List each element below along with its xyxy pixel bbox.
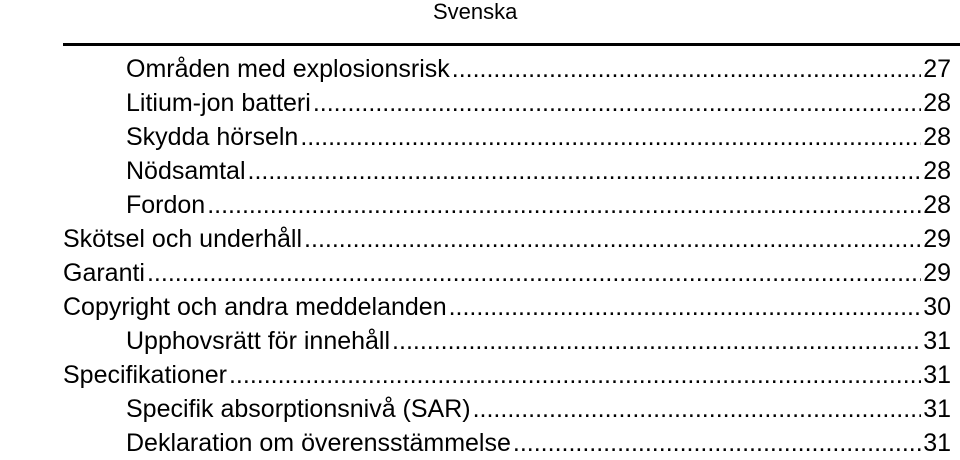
toc-dot-leader <box>313 86 921 120</box>
toc-entry[interactable] <box>0 392 960 426</box>
toc-page-number: 27 <box>923 55 951 83</box>
toc-page-number: 30 <box>923 293 951 321</box>
toc-dot-leader <box>513 426 921 460</box>
toc-dot-leader <box>300 120 921 154</box>
toc-dot-leader <box>473 392 922 426</box>
toc-entry-title: Fordon <box>126 191 206 219</box>
section-language-header: Svenska <box>433 0 518 24</box>
toc-page-number: 28 <box>923 191 951 219</box>
toc-entry-title: Upphovsrätt för innehåll <box>126 327 391 355</box>
toc-entry-title: Områden med explosionsrisk <box>126 55 450 83</box>
toc-entry-title: Garanti <box>63 259 145 287</box>
toc-entry[interactable] <box>0 154 960 188</box>
toc-page-number: 28 <box>923 157 951 185</box>
toc-entry[interactable] <box>0 324 960 358</box>
toc-entry-title: Skydda hörseln <box>126 123 299 151</box>
toc-entry[interactable] <box>0 52 960 86</box>
toc-page-number: 31 <box>923 327 951 355</box>
toc-entry-title: Specifikationer <box>63 361 227 389</box>
toc-dot-leader <box>452 52 921 86</box>
toc-entry-title: Litium-jon batteri <box>126 89 311 117</box>
toc-dot-leader <box>207 188 921 222</box>
toc-dot-leader <box>147 256 921 290</box>
toc-page-number: 29 <box>923 225 951 253</box>
toc-page-number: 31 <box>923 429 951 457</box>
toc-entry[interactable] <box>0 86 960 120</box>
toc-dot-leader <box>392 324 921 358</box>
toc-entry[interactable] <box>0 426 960 460</box>
toc-dot-leader <box>449 290 922 324</box>
toc-entry-title: Specifik absorptionsnivå (SAR) <box>126 395 471 423</box>
toc-entry[interactable] <box>0 222 960 256</box>
toc-page-number: 31 <box>923 395 951 423</box>
toc-entry-title: Nödsamtal <box>126 157 246 185</box>
toc-page-number: 28 <box>923 123 951 151</box>
toc-page-number: 29 <box>923 259 951 287</box>
toc-dot-leader <box>304 222 921 256</box>
toc-entry[interactable] <box>0 188 960 222</box>
header-divider <box>63 43 960 46</box>
toc-entry-title: Deklaration om överensstämmelse <box>126 429 511 457</box>
toc-entry[interactable] <box>0 290 960 324</box>
toc-page-number: 28 <box>923 89 951 117</box>
table-of-contents <box>0 52 960 460</box>
toc-entry[interactable] <box>0 256 960 290</box>
toc-entry[interactable] <box>0 120 960 154</box>
toc-dot-leader <box>248 154 922 188</box>
toc-entry-title: Skötsel och underhåll <box>63 225 303 253</box>
toc-entry-title: Copyright och andra meddelanden <box>63 293 447 321</box>
toc-dot-leader <box>229 358 921 392</box>
toc-page-number: 31 <box>923 361 951 389</box>
toc-entry[interactable] <box>0 358 960 392</box>
